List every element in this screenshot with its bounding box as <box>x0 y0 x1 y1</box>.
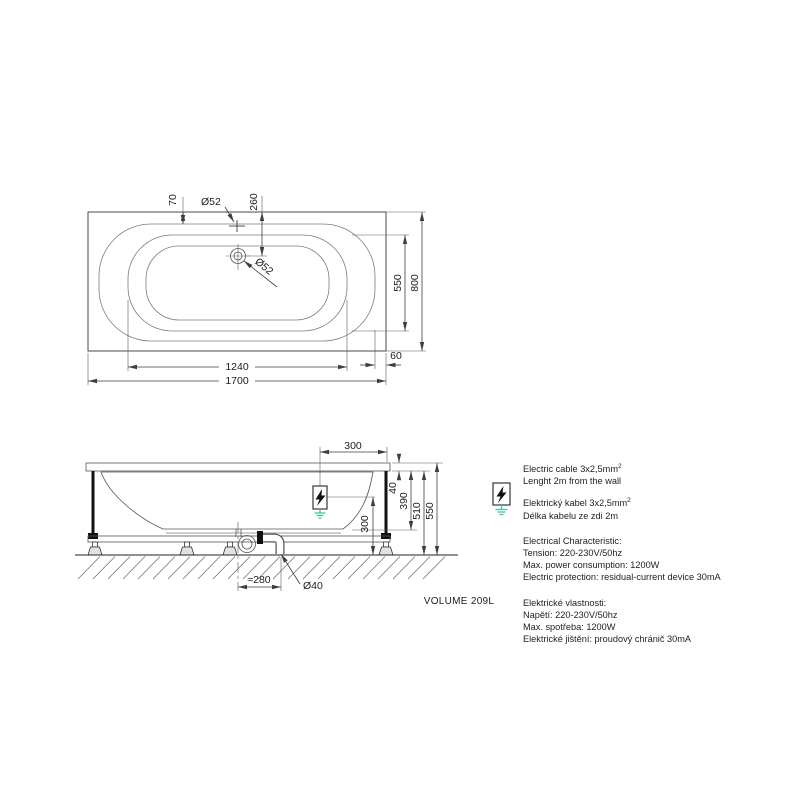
dim-inner-width: 550 <box>392 274 404 292</box>
tub-rim-profile <box>86 463 390 471</box>
tub-panel-outline <box>88 212 386 351</box>
dim-pipe-diameter: Ø40 <box>303 580 323 592</box>
dim-overall-width: 800 <box>409 274 421 292</box>
dim-height-under-rim: 510 <box>411 502 423 520</box>
note-cable-en-2: Lenght 2m from the wall <box>523 476 622 487</box>
electrical-characteristics-title-en: Electrical Characteristic: <box>523 535 622 546</box>
superscript: 2 <box>627 497 631 505</box>
note-cable-cz-2: Délka kabelu ze zdi 2m <box>523 510 618 521</box>
electrical-protection-en: Electric protection: residual-current device 30mA <box>523 572 721 583</box>
tub-rim-inner-edge <box>128 235 347 331</box>
drain-hole <box>226 244 250 270</box>
overflow-hole-mark <box>229 220 245 232</box>
dim-rim-offset-top: 70 <box>167 194 179 206</box>
dim-drain-from-top: 260 <box>248 193 260 211</box>
electrical-characteristics-title-cz: Elektrické vlastnosti: <box>523 597 607 608</box>
dim-cable-offset: 300 <box>344 440 362 452</box>
earth-ground-icon <box>496 505 508 515</box>
note-cable-cz-1: Elektrický kabel $3x2,5mm^2$ <box>523 497 631 509</box>
dim-overflow-diameter: Ø52 <box>201 196 221 208</box>
tub-rim-outer-edge <box>99 224 375 341</box>
tub-feet <box>88 542 393 555</box>
tub-body-profile <box>101 472 373 529</box>
electrical-box <box>313 486 327 518</box>
dim-side-gap: 60 <box>390 350 402 362</box>
electrical-power-cz: Max. spotřeba: 1200W <box>523 622 616 633</box>
drain-valve <box>257 531 263 544</box>
electrical-tension-en: Tension: 220-230V/50hz <box>523 548 623 559</box>
top-view-drawing <box>88 193 426 387</box>
dim-tub-depth: 390 <box>398 492 410 510</box>
dim-cable-height: 300 <box>359 515 371 533</box>
notes-block <box>523 461 763 645</box>
notes-electric-icon <box>493 483 510 515</box>
dim-overall-length: 1700 <box>225 375 249 387</box>
earth-ground-icon <box>315 509 326 518</box>
dim-overall-height: 550 <box>424 502 436 520</box>
dim-drain-offset: ≈280 <box>247 574 271 586</box>
electrical-power-en: Max. power consumption: 1200W <box>523 560 660 571</box>
superscript: 2 <box>617 463 622 470</box>
volume-label: VOLUME 209L <box>423 596 495 607</box>
dim-inner-length: 1240 <box>225 361 249 373</box>
electrical-protection-cz: Elektrické jištění: proudový chránič 30mA <box>523 634 691 645</box>
dim-rim-thickness: 40 <box>387 482 399 494</box>
side-view-drawing <box>75 440 494 607</box>
electrical-tension-cz: Napětí: 220-230V/50hz <box>523 609 618 620</box>
dim-drain-diameter: Ø52 <box>252 255 276 278</box>
tub-bottom-edge <box>146 246 329 320</box>
note-cable-en-1: Electric cable $3x2,5mm^2$ <box>523 463 622 474</box>
